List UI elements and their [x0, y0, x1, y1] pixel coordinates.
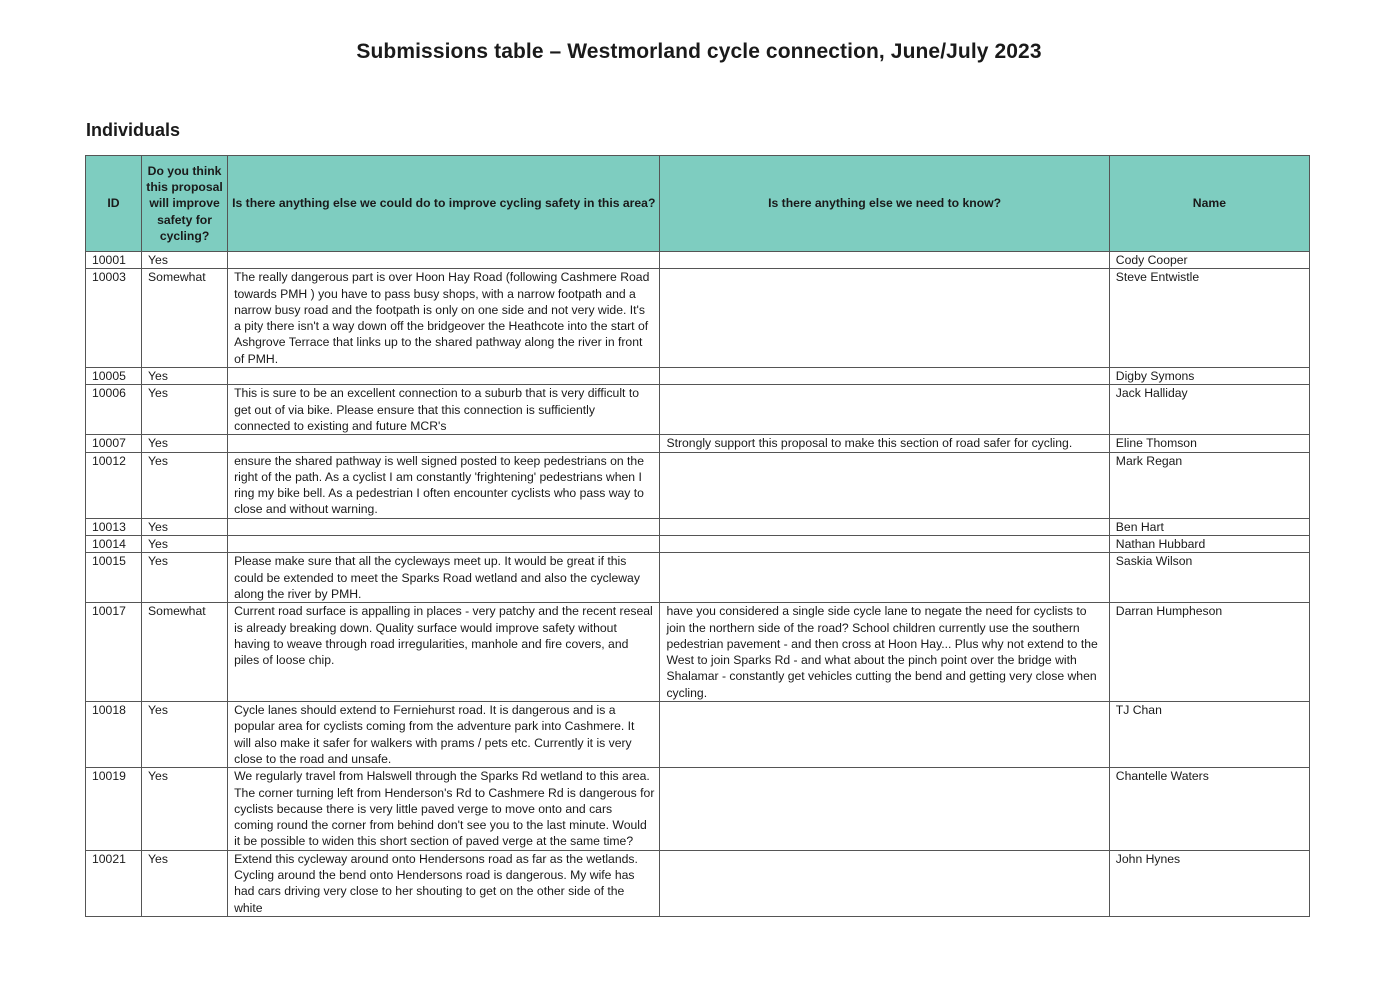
cell-know — [660, 536, 1109, 553]
cell-improve — [228, 536, 660, 553]
cell-improve: Extend this cycleway around onto Hendersons road as far as the wetlands. Cycling around the bend onto Hendersons road is dangerous. My wife has had cars driving very close to her shouting to get on the other side of the white — [228, 850, 660, 916]
table-row — [86, 603, 1310, 702]
cell-id: 10013 — [86, 518, 142, 535]
cell-safety: Yes — [142, 252, 228, 269]
table-row — [86, 768, 1310, 850]
cell-know — [660, 368, 1109, 385]
cell-safety: Yes — [142, 850, 228, 916]
cell-safety: Yes — [142, 368, 228, 385]
cell-name: Saskia Wilson — [1109, 553, 1309, 603]
header-name: Name — [1109, 156, 1309, 252]
header-id: ID — [86, 156, 142, 252]
cell-safety: Yes — [142, 536, 228, 553]
cell-name: Digby Symons — [1109, 368, 1309, 385]
section-heading-individuals: Individuals — [86, 120, 181, 140]
table-row — [86, 435, 1310, 452]
cell-improve: Current road surface is appalling in places - very patchy and the recent reseal is already breaking down. Quality surface would improve safety without having to weave through road irregularities, manhole and fire covers, and piles of loose chip. — [228, 603, 660, 702]
cell-improve — [228, 518, 660, 535]
cell-know — [660, 518, 1109, 535]
cell-know — [660, 452, 1109, 518]
table-row — [86, 536, 1310, 553]
document-title: Submissions table – Westmorland cycle connection, June/July 2023 — [356, 40, 1042, 63]
cell-know — [660, 702, 1109, 768]
cell-name: Jack Halliday — [1109, 385, 1309, 435]
cell-know — [660, 553, 1109, 603]
header-safety: Do you think this proposal will improve safety for cycling? — [142, 156, 228, 252]
cell-improve: Cycle lanes should extend to Ferniehurst road. It is dangerous and is a popular area for cyclists coming from the adventure park into Cashmere. It will also make it safer for walkers with prams / pets etc. Currently it is very close to the road and unsafe. — [228, 702, 660, 768]
table-row — [86, 252, 1310, 269]
cell-know — [660, 850, 1109, 916]
cell-safety: Somewhat — [142, 269, 228, 368]
cell-safety: Yes — [142, 702, 228, 768]
cell-improve: We regularly travel from Halswell through the Sparks Rd wetland to this area. The corner turning left from Henderson's Rd to Cashmere Rd is dangerous for cyclists because there is very little paved verge to move onto and cars coming round the corner from behind don't see you to the last minute. Would it be possible to widen this short section of paved verge at the same time? — [228, 768, 660, 850]
cell-id: 10014 — [86, 536, 142, 553]
cell-id: 10001 — [86, 252, 142, 269]
header-know: Is there anything else we need to know? — [660, 156, 1109, 252]
cell-know — [660, 768, 1109, 850]
cell-know: have you considered a single side cycle lane to negate the need for cyclists to join the northern side of the road? School children currently use the southern pedestrian pavement - and then cross at Hoon Hay... Plus why not extend to the West to join Sparks Rd - and what about the pinch point over the bridge with Shalamar - constantly get vehicles cutting the bend and getting very close when cycling. — [660, 603, 1109, 702]
cell-id: 10015 — [86, 553, 142, 603]
cell-improve: This is sure to be an excellent connection to a suburb that is very difficult to get out of via bike. Please ensure that this connection is sufficiently connected to existing and future MCR's — [228, 385, 660, 435]
cell-safety: Yes — [142, 452, 228, 518]
cell-id: 10006 — [86, 385, 142, 435]
cell-name: Darran Humpheson — [1109, 603, 1309, 702]
cell-id: 10021 — [86, 850, 142, 916]
table-row — [86, 385, 1310, 435]
table-row — [86, 518, 1310, 535]
table-row — [86, 452, 1310, 518]
cell-id: 10005 — [86, 368, 142, 385]
cell-name: Mark Regan — [1109, 452, 1309, 518]
header-improve: Is there anything else we could do to improve cycling safety in this area? — [228, 156, 660, 252]
cell-know — [660, 252, 1109, 269]
cell-id: 10012 — [86, 452, 142, 518]
cell-improve — [228, 435, 660, 452]
cell-know: Strongly support this proposal to make this section of road safer for cycling. — [660, 435, 1109, 452]
cell-improve: The really dangerous part is over Hoon Hay Road (following Cashmere Road towards PMH ) you have to pass busy shops, with a narrow footpath and a narrow busy road and the footpath is only on one side and not very wide. It's a pity there isn't a way down off the bridgeover the Heathcote into the start of Ashgrove Terrace that links up to the shared pathway along the river in front of PMH. — [228, 269, 660, 368]
cell-improve — [228, 252, 660, 269]
cell-id: 10018 — [86, 702, 142, 768]
table-row — [86, 702, 1310, 768]
cell-name: Cody Cooper — [1109, 252, 1309, 269]
cell-know — [660, 385, 1109, 435]
cell-name: Chantelle Waters — [1109, 768, 1309, 850]
table-row — [86, 269, 1310, 368]
cell-id: 10007 — [86, 435, 142, 452]
cell-id: 10019 — [86, 768, 142, 850]
cell-safety: Somewhat — [142, 603, 228, 702]
cell-name: Ben Hart — [1109, 518, 1309, 535]
cell-safety: Yes — [142, 385, 228, 435]
table-body — [86, 252, 1310, 917]
table-row — [86, 368, 1310, 385]
cell-safety: Yes — [142, 553, 228, 603]
cell-name: John Hynes — [1109, 850, 1309, 916]
cell-know — [660, 269, 1109, 368]
cell-name: Nathan Hubbard — [1109, 536, 1309, 553]
cell-id: 10017 — [86, 603, 142, 702]
cell-safety: Yes — [142, 768, 228, 850]
submissions-table — [85, 155, 1310, 917]
table-row — [86, 553, 1310, 603]
cell-improve — [228, 368, 660, 385]
cell-safety: Yes — [142, 518, 228, 535]
table-header-row — [86, 156, 1310, 252]
cell-name: TJ Chan — [1109, 702, 1309, 768]
table-row — [86, 850, 1310, 916]
cell-improve: Please make sure that all the cycleways meet up. It would be great if this could be extended to meet the Sparks Road wetland and also the cycleway along the river by PMH. — [228, 553, 660, 603]
cell-safety: Yes — [142, 435, 228, 452]
cell-improve: ensure the shared pathway is well signed posted to keep pedestrians on the right of the path. As a cyclist I am constantly 'frightening' pedestrians when I ring my bike bell. As a pedestrian I often encounter cyclists who pass way to close and without warning. — [228, 452, 660, 518]
cell-id: 10003 — [86, 269, 142, 368]
cell-name: Eline Thomson — [1109, 435, 1309, 452]
cell-name: Steve Entwistle — [1109, 269, 1309, 368]
